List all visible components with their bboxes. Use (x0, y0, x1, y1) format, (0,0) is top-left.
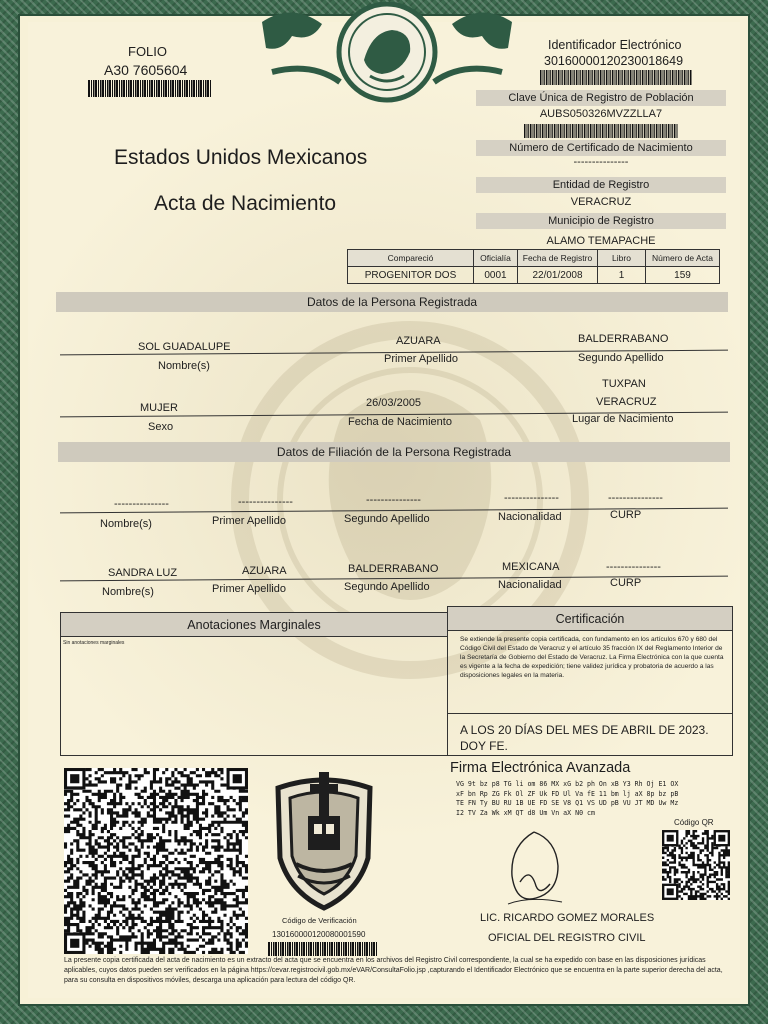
small-qr-label: Código QR (674, 818, 714, 827)
parent2-curp: --------------- (606, 561, 661, 573)
parent2-second-surname-label: Segundo Apellido (344, 581, 430, 593)
curp-value: AUBS050326MVZZLLA7 (539, 108, 663, 120)
parent2-name: SANDRA LUZ (108, 567, 178, 579)
certification-title: Certificación (448, 607, 732, 631)
curp-barcode-icon (524, 124, 678, 138)
person-name: SOL GUADALUPE (138, 341, 231, 353)
verification-code-label: Código de Verificación (282, 916, 357, 925)
signer-name: LIC. RICARDO GOMEZ MORALES (480, 912, 655, 924)
filiation-section-bar (58, 442, 730, 462)
annotations-title: Anotaciones Marginales (61, 613, 447, 637)
registry-table-header-row (348, 250, 720, 267)
table-header-cell: Número de Acta (646, 250, 720, 267)
parent2-curp-label: CURP (610, 577, 642, 589)
entity-value: VERACRUZ (570, 196, 632, 208)
municipality-label: Municipio de Registro (548, 215, 654, 227)
handwritten-signature-icon (500, 826, 570, 910)
parent1-name: --------------- (114, 498, 169, 510)
parent1-nationality: --------------- (504, 492, 559, 504)
table-header-cell: Libro (598, 250, 646, 267)
curp-label: Clave Única de Registro de Población (508, 92, 694, 104)
person-birth-date: 26/03/2005 (366, 397, 422, 409)
footer-legal-text: La presente copia certificada del acta de nacimiento es un extracto del acta que se encuentra en los archivos del Registro Civil correspondiente, la cual se ha expedido con base en las disposiciones jurídicas aplicables, cuyos datos pueden ser verificados en la página https://cevar.registrocivil.gob.mx/eVAR/ConsultaFolio.jsp ,capturando el Identificador Electrónico que se encuentra en la parte superior derecha del acta, para su consulta en dispositivos móviles, descarga una aplicación para lectura del código QR. (64, 957, 723, 984)
parent2-first-surname: AZUARA (242, 565, 287, 577)
entity-label-bar (476, 177, 726, 193)
signer-role: OFICIAL DEL REGISTRO CIVIL (488, 932, 646, 944)
person-first-surname-label: Primer Apellido (384, 353, 458, 365)
birth-cert-label-bar (476, 140, 726, 156)
person-sex-label: Sexo (148, 421, 174, 433)
small-qr-code-icon (662, 830, 730, 900)
person-section-bar (56, 292, 728, 312)
parent2-second-surname: BALDERRABANO (348, 563, 439, 575)
municipality-value: ALAMO TEMAPACHE (546, 235, 656, 247)
person-first-surname: AZUARA (396, 335, 441, 347)
certification-box (447, 606, 733, 756)
person-birth-place-label: Lugar de Nacimiento (572, 413, 674, 425)
person-birth-date-label: Fecha de Nacimiento (348, 416, 452, 428)
filiation-section-title: Datos de Filiación de la Persona Registrada (276, 445, 512, 459)
table-cell: 0001 (474, 267, 518, 284)
certification-date: A LOS 20 DÍAS DEL MES DE ABRIL DE 2023. (460, 723, 709, 737)
parent2-name-label: Nombre(s) (102, 586, 154, 598)
annotations-note: Sin anotaciones marginales (63, 640, 125, 646)
table-cell: PROGENITOR DOS (348, 267, 474, 284)
person-name-label: Nombre(s) (158, 360, 210, 372)
certification-date-block (448, 713, 732, 754)
person-second-surname: BALDERRABANO (578, 333, 669, 345)
person-second-surname-label: Segundo Apellido (578, 352, 664, 364)
curp-label-bar (476, 90, 726, 106)
table-header-cell: Compareció (348, 250, 474, 267)
person-sex: MUJER (140, 402, 178, 414)
folio-barcode-icon (88, 80, 212, 97)
parent2-nationality: MEXICANA (502, 561, 560, 573)
parent1-second-surname-label: Segundo Apellido (344, 513, 430, 525)
birth-cert-value: --------------- (573, 156, 629, 168)
parent2-nationality-label: Nacionalidad (498, 579, 562, 591)
parent2-first-surname-label: Primer Apellido (212, 583, 286, 595)
registry-table-row (348, 267, 720, 284)
parent1-second-surname: --------------- (366, 494, 421, 506)
state-coat-of-arms-icon (268, 768, 380, 912)
electronic-id-label: Identificador Electrónico (548, 38, 682, 52)
table-cell: 1 (598, 267, 646, 284)
verification-barcode-icon (268, 942, 378, 956)
signature-code: VG 9t bz p8 TG li om 86 MX xG b2 ph On xB Y3 Rh Oj E1 OX xF bn Rp ZG Fk Ol ZF Uk FD Ul Va fE 11 bm lj aX 8p bz pB TE FN Ty BU RU 1B UE FD SE V8 Q1 VS UD pB VU JT MD Uw Mz I2 TV Za Wk xM QT d8 Um Vn aX N0 cm (456, 780, 679, 817)
electronic-id-barcode-icon (540, 70, 692, 85)
person-section-title: Datos de la Persona Registrada (306, 295, 478, 309)
parent1-nationality-label: Nacionalidad (498, 511, 562, 523)
annotations-box (60, 612, 448, 756)
parent1-name-label: Nombre(s) (100, 518, 152, 530)
municipality-label-bar (476, 213, 726, 229)
country-name: Estados Unidos Mexicanos (114, 146, 368, 169)
electronic-id-value: 30160000120230018649 (544, 54, 684, 68)
birth-cert-label: Número de Certificado de Nacimiento (509, 142, 693, 154)
parent1-first-surname: --------------- (238, 496, 293, 508)
parent1-curp: --------------- (608, 492, 663, 504)
certification-text: Se extiende la presente copia certificada, con fundamento en los artículos 670 y 680 del Código Civil del Estado de Veracruz y el artículo 35 fracción IX del Reglamento Interior de la Secretaría de Gobierno del Estado de Veracruz. La Firma Electrónica con la que cuenta es vigente a la fecha de expedición; tiene validez jurídica y probatoria de acuerdo a las disposiciones legales en la materia. (460, 636, 724, 679)
table-cell: 22/01/2008 (518, 267, 598, 284)
person-birth-place-state: VERACRUZ (596, 396, 657, 408)
registry-table (347, 249, 720, 284)
document-title: Acta de Nacimiento (154, 192, 337, 215)
entity-label: Entidad de Registro (552, 179, 650, 191)
table-cell: 159 (646, 267, 720, 284)
parent1-curp-label: CURP (610, 509, 642, 521)
parent1-first-surname-label: Primer Apellido (212, 515, 286, 527)
verification-code-number: 130160000120080001590 (272, 930, 366, 939)
certification-doy-fe: DOY FE. (460, 739, 508, 753)
person-birth-place-city: TUXPAN (602, 378, 646, 390)
table-header-cell: Fecha de Registro (518, 250, 598, 267)
signature-title: Firma Electrónica Avanzada (450, 760, 631, 776)
folio-value: A30 7605604 (104, 62, 188, 78)
verification-qr-code-icon (64, 768, 248, 954)
table-header-cell: Oficialía (474, 250, 518, 267)
folio-label: FOLIO (128, 44, 168, 59)
